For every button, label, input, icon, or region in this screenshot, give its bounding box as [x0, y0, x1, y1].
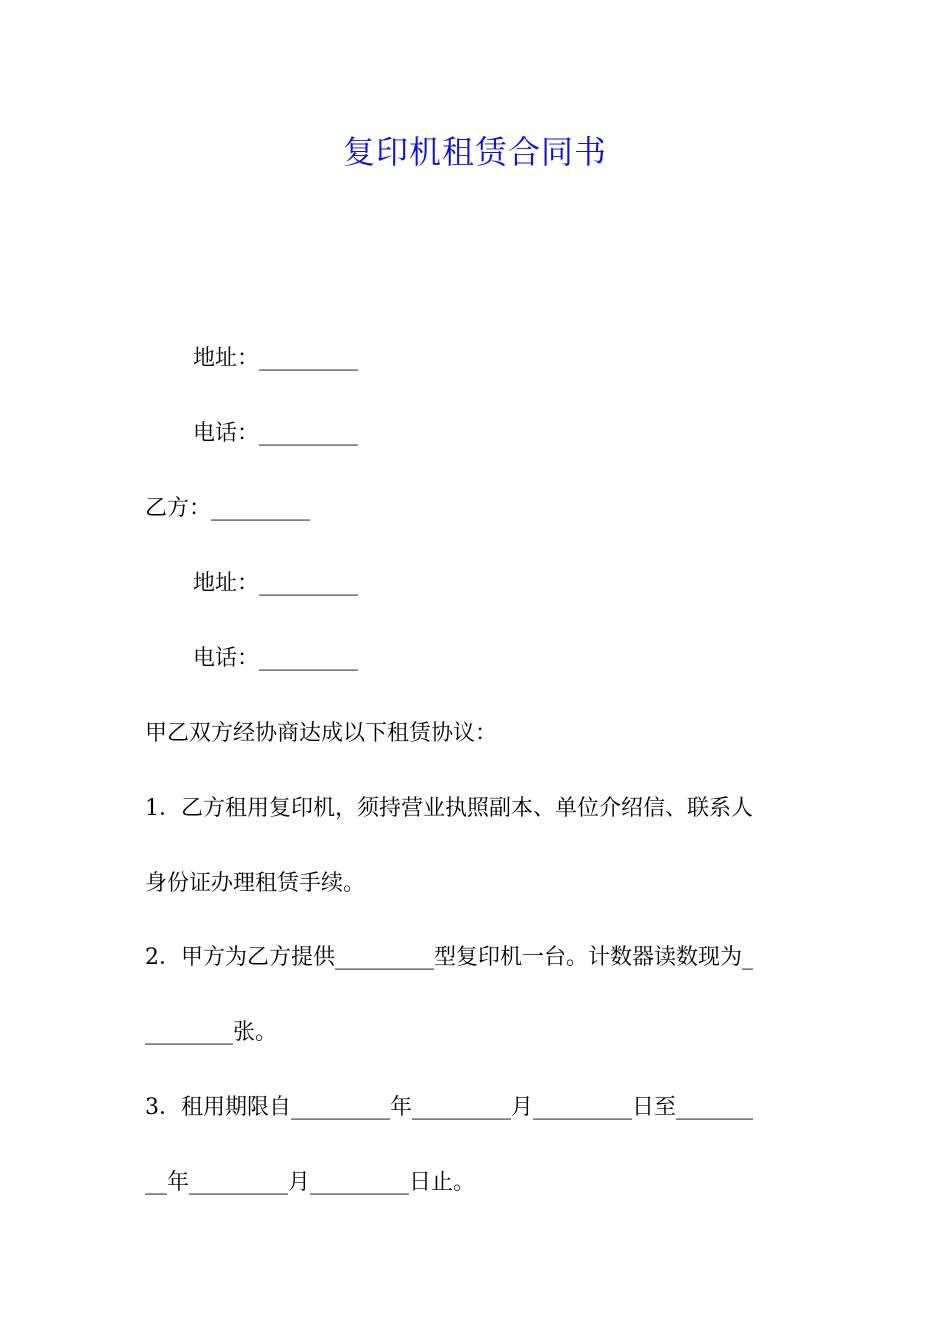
clause-1-line-1: 1．乙方租用复印机，须持营业执照副本、单位介绍信、联系人	[145, 796, 753, 821]
clause-3-line-2: __年_________月_________日止。	[145, 1170, 476, 1195]
party-b-phone-line: 电话：_________	[193, 646, 359, 671]
agreement-intro: 甲乙双方经协商达成以下租赁协议：	[145, 721, 498, 746]
clause-2-line-1: 2．甲方为乙方提供_________型复印机一台。计数器读数现为_	[145, 945, 753, 970]
clause-3-line-1: 3．租用期限自_________年_________月_________日至_______	[145, 1095, 753, 1120]
document-title: 复印机租赁合同书	[342, 133, 607, 171]
party-b-line: 乙方：_________	[145, 496, 311, 521]
party-a-address-line: 地址：_________	[193, 346, 359, 371]
clause-2-line-2: ________张。	[145, 1020, 278, 1045]
party-a-phone-line: 电话：_________	[193, 421, 359, 446]
clause-1-line-2: 身份证办理租赁手续。	[145, 871, 366, 896]
party-b-address-line: 地址：_________	[193, 571, 359, 596]
